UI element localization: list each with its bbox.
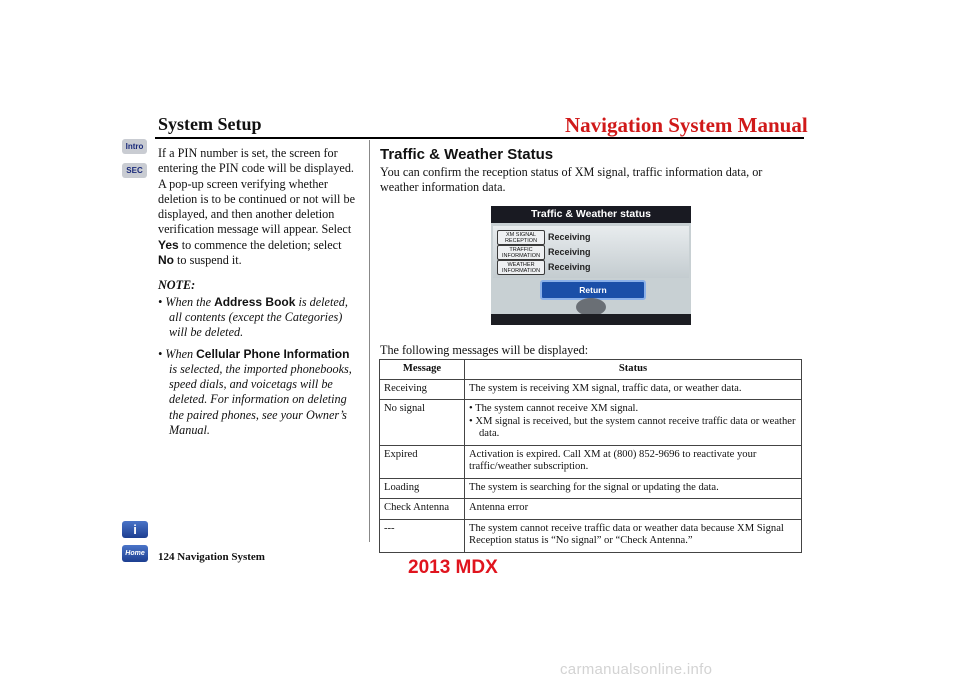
yes-keyword: Yes: [158, 237, 179, 252]
manual-title: Navigation System Manual: [565, 113, 808, 137]
table-header-row: [380, 360, 802, 380]
status-cell: [465, 400, 802, 446]
traffic-weather-heading: Traffic & Weather Status: [380, 146, 554, 163]
home-icon[interactable]: Home: [122, 545, 148, 562]
header-rule: [155, 137, 804, 139]
note-item-cellular-phone: • When Cellular Phone Information is selected, the imported phonebooks, speed dials, and voicetags will be deleted. For information on deleting the paired phones, see your Owner’s Manual.: [158, 346, 352, 438]
page-number: 124: [158, 551, 175, 563]
traffic-weather-intro: You can confirm the reception status of XM signal, traffic information data, or weather information data.: [380, 165, 763, 194]
status-cell: The system is receiving XM signal, traffic data, or weather data.: [465, 379, 802, 400]
message-cell: ---: [380, 519, 465, 552]
message-cell: Loading: [380, 478, 465, 499]
screen-label-traffic: TRAFFIC INFORMATION: [497, 245, 545, 260]
screen-title: Traffic & Weather status: [491, 206, 691, 223]
status-cell: Activation is expired. Call XM at (800) 852-9696 to reactivate your traffic/weather subscription.: [465, 445, 802, 478]
page-label: Navigation System: [177, 551, 265, 563]
message-cell: No signal: [380, 400, 465, 446]
note-item-address-book: • When the Address Book is deleted, all contents (except the Categories) will be deleted.: [158, 294, 348, 340]
table-row: [380, 379, 802, 400]
table-row: [380, 499, 802, 520]
status-cell: Antenna error: [465, 499, 802, 520]
info-icon[interactable]: i: [122, 521, 148, 538]
note-heading: NOTE:: [158, 278, 196, 293]
status-cell: The system is searching for the signal or updating the data.: [465, 478, 802, 499]
status-bullet: • The system cannot receive XM signal.: [469, 403, 639, 414]
screen-label-weather: WEATHER INFORMATION: [497, 260, 545, 275]
table-row: [380, 519, 802, 552]
section-title: System Setup: [158, 114, 262, 134]
column-divider: [369, 140, 370, 542]
screen-value-xm: Receiving: [548, 232, 591, 242]
screen-value-traffic: Receiving: [548, 247, 591, 257]
message-cell: Receiving: [380, 379, 465, 400]
table-row: [380, 400, 802, 446]
status-bullet: • XM signal is received, but the system cannot receive traffic data or weather data.: [469, 415, 796, 439]
site-footer: carmanualsonline.info: [560, 661, 713, 678]
table-row: [380, 445, 802, 478]
header-status: Status: [465, 360, 802, 380]
status-cell: The system cannot receive traffic data or weather data because XM Signal Reception status is “No signal” or “Check Antenna.”: [465, 519, 802, 552]
table-row: [380, 478, 802, 499]
sec-tab-button[interactable]: SEC: [122, 163, 147, 178]
message-cell: Check Antenna: [380, 499, 465, 520]
screen-return-button: Return: [540, 280, 646, 300]
screen-value-weather: Receiving: [548, 262, 591, 272]
message-cell: Expired: [380, 445, 465, 478]
deletion-paragraph: If a PIN number is set, the screen for entering the PIN code will be displayed. A pop-up screen verifying whether deletion is to be continued or not will be displayed, and then another deletion verification message will appear. Select Yes to commence the deletion; select No to suspend it.: [158, 146, 355, 268]
screen-bezel: [491, 314, 691, 325]
no-keyword: No: [158, 253, 174, 268]
screen-label-xm: XM SIGNAL RECEPTION: [497, 230, 545, 245]
messages-intro: The following messages will be displayed:: [380, 343, 589, 357]
left-column: [158, 146, 358, 438]
intro-tab-button[interactable]: Intro: [122, 139, 147, 154]
status-screen-image: [491, 206, 691, 325]
header-message: Message: [380, 360, 465, 380]
status-table: [379, 359, 802, 553]
model-watermark: 2013 MDX: [408, 557, 498, 578]
page-footer: [158, 551, 265, 563]
